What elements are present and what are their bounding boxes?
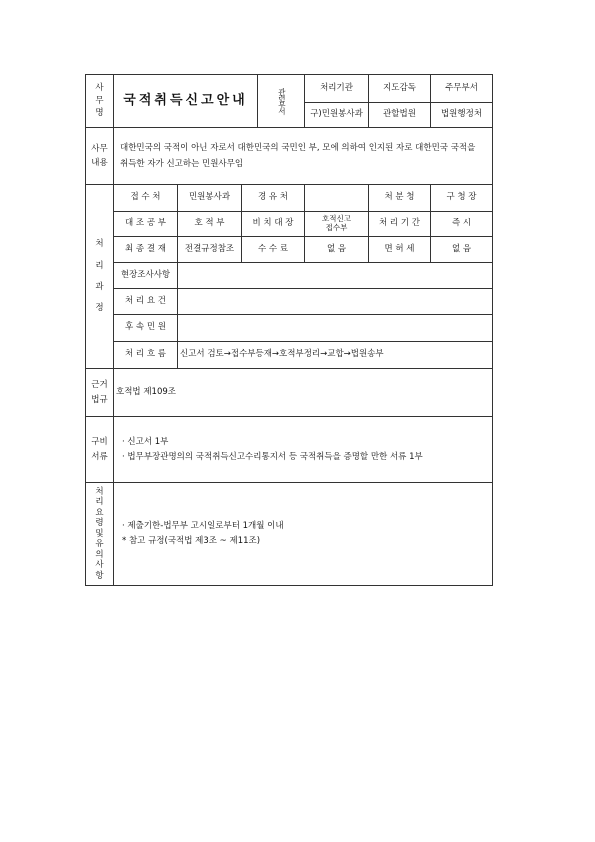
header-label-agency: 처리기관 bbox=[305, 75, 369, 103]
document-item: · 법무부장관명의의 국적취득신고수리통지서 등 국적취득을 증명할 만한 서류 1부 bbox=[122, 451, 423, 462]
header-value-agency: 구)민원봉사과 bbox=[305, 103, 369, 128]
grid-cell: 처 리 기 간 bbox=[369, 212, 431, 237]
grid-cell: 전결규정참조 bbox=[178, 237, 242, 263]
flow-value: 신고서 검토→접수부등재→호적부정리→교합→법원송부 bbox=[178, 342, 493, 369]
grid-cell: 없 음 bbox=[431, 237, 493, 263]
grid-cell: 최 종 결 재 bbox=[114, 237, 178, 263]
affairs-text: 대한민국의 국적이 아닌 자로서 대한민국의 국민인 부, 모에 의하여 인지된 자로 대한민국 국적을 취득한 자가 신고하는 민원사무임 bbox=[114, 128, 493, 185]
basis-text: 호적법 제109조 bbox=[114, 369, 493, 417]
grid-cell: 즉 시 bbox=[431, 212, 493, 237]
related-dept-label: 관련부서 bbox=[258, 75, 305, 128]
follow-up-value bbox=[178, 315, 493, 342]
grid-cell: 호적신고 접수부 bbox=[305, 212, 369, 237]
grid-cell: 면 허 세 bbox=[369, 237, 431, 263]
requirements-value bbox=[178, 289, 493, 315]
note-item: · 제출기한-법무부 고시일로부터 1개월 이내 bbox=[122, 521, 284, 532]
grid-cell: 민원봉사과 bbox=[178, 185, 242, 212]
notes-list bbox=[114, 483, 493, 586]
grid-cell: 접 수 처 bbox=[114, 185, 178, 212]
header-label-supervision: 지도감독 bbox=[369, 75, 431, 103]
basis-label: 근거 법규 bbox=[86, 369, 114, 417]
documents-list bbox=[114, 417, 493, 483]
grid-cell: 수 수 료 bbox=[242, 237, 305, 263]
grid-cell: 비 치 대 장 bbox=[242, 212, 305, 237]
processing-label: 처 리 과 정 bbox=[86, 185, 114, 369]
grid-cell: 구 청 장 bbox=[431, 185, 493, 212]
grid-cell: 대 조 공 부 bbox=[114, 212, 178, 237]
header-value-supervision: 관할법원 bbox=[369, 103, 431, 128]
site-survey-value bbox=[178, 263, 493, 289]
follow-up-label: 후 속 민 원 bbox=[114, 315, 178, 342]
documents-label: 구비 서류 bbox=[86, 417, 114, 483]
header-col1-label: 사 무 명 bbox=[86, 75, 114, 128]
grid-cell: 경 유 처 bbox=[242, 185, 305, 212]
flow-label: 처 리 흐 름 bbox=[114, 342, 178, 369]
document-item: · 신고서 1부 bbox=[122, 436, 169, 447]
requirements-label: 처 리 요 건 bbox=[114, 289, 178, 315]
site-survey-label: 현장조사사항 bbox=[114, 263, 178, 289]
grid-cell bbox=[305, 185, 369, 212]
grid-cell: 없 음 bbox=[305, 237, 369, 263]
page-title: 국적취득신고안내 bbox=[114, 75, 258, 128]
notes-label: 처 리 요 령 및 유 의 사 항 bbox=[86, 483, 114, 586]
note-item: * 참고 규정(국적법 제3조 ~ 제11조) bbox=[122, 536, 261, 546]
grid-cell: 처 분 청 bbox=[369, 185, 431, 212]
header-label-dept: 주무부서 bbox=[431, 75, 493, 103]
header-value-dept: 법원행정처 bbox=[431, 103, 493, 128]
civil-affairs-form bbox=[85, 74, 493, 586]
grid-cell: 호 적 부 bbox=[178, 212, 242, 237]
affairs-label: 사무 내용 bbox=[86, 128, 114, 185]
